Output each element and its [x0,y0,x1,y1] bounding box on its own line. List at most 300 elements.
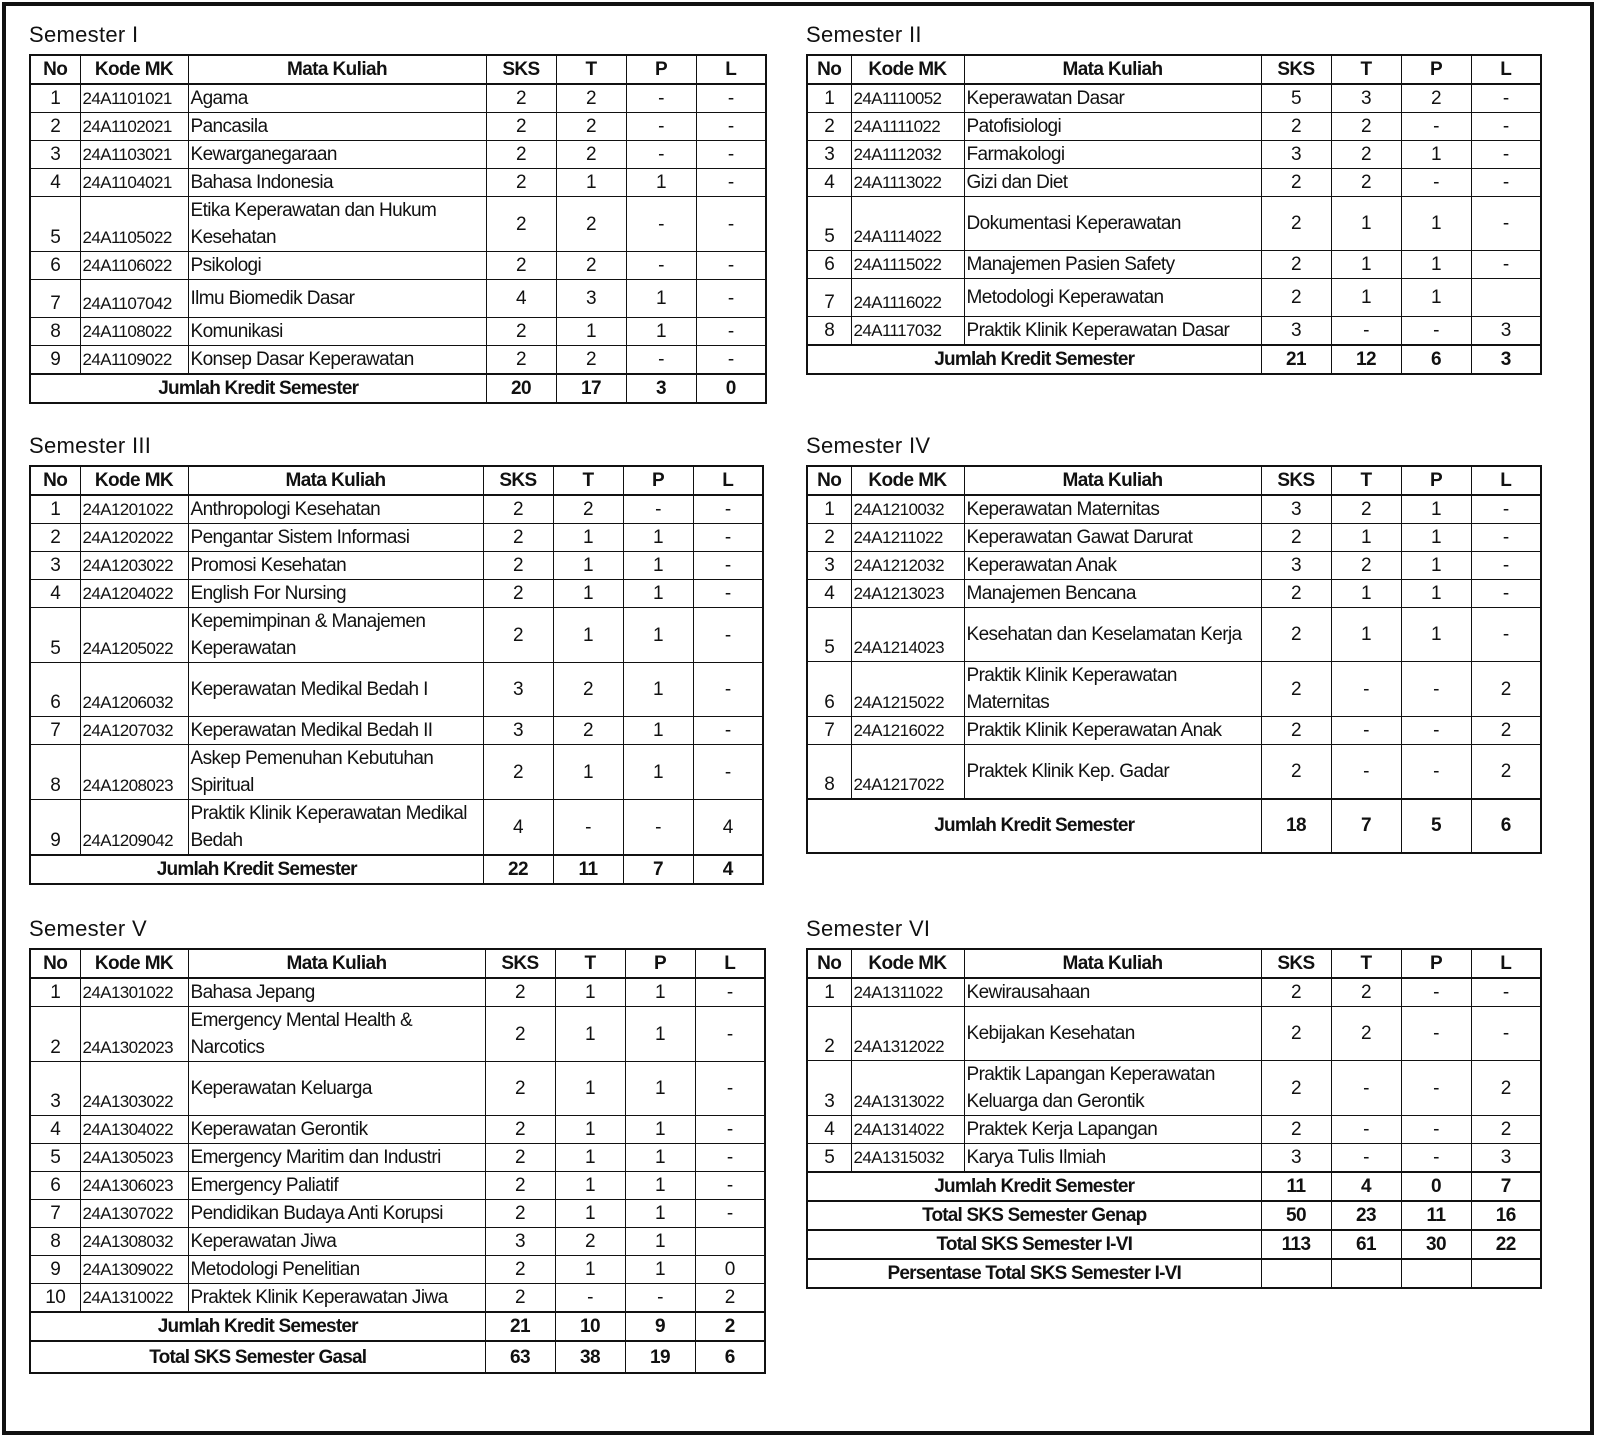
cell-no: 7 [30,280,80,318]
cell-p: 1 [1401,251,1471,279]
semester-title: Semester VI [806,916,931,941]
cell-mata-kuliah: Farmakologi [964,141,1261,169]
cell-sks: 2 [1261,1007,1331,1061]
cell-l: 2 [1471,1116,1541,1144]
cell-t: 2 [556,113,626,141]
table-row [807,552,1541,580]
header-no: No [30,466,80,495]
cell-no: 3 [807,1061,851,1116]
cell-no: 6 [807,251,851,279]
cell-l: - [1471,197,1541,251]
summary-label: Jumlah Kredit Semester [807,1172,1261,1201]
cell-t: 1 [555,1256,625,1284]
cell-mata-kuliah: Manajemen Bencana [964,580,1261,608]
cell-kode-mk: 24A1314022 [851,1116,964,1144]
cell-l [1471,279,1541,317]
header-no: No [30,55,80,84]
cell-mata-kuliah: Agama [188,84,486,113]
cell-kode-mk: 24A1207032 [80,717,188,745]
course-table [806,54,1542,375]
cell-p: - [626,141,696,169]
summary-l: 2 [695,1312,765,1341]
cell-mata-kuliah: Emergency Paliatif [188,1172,485,1200]
cell-mata-kuliah: Keperawatan Keluarga [188,1062,485,1116]
cell-l: - [1471,141,1541,169]
cell-kode-mk: 24A1204022 [80,580,188,608]
cell-p: 1 [623,717,693,745]
cell-l: - [696,169,766,197]
cell-l: - [1471,84,1541,113]
header-mata-kuliah: Mata Kuliah [964,949,1261,978]
cell-no: 3 [30,141,80,169]
cell-no: 3 [30,552,80,580]
cell-sks: 2 [485,1200,555,1228]
cell-t: 2 [1331,169,1401,197]
header-p: P [1401,949,1471,978]
cell-mata-kuliah: Pengantar Sistem Informasi [188,524,483,552]
cell-no: 6 [807,662,851,717]
cell-p: - [623,800,693,856]
cell-sks: 2 [1261,197,1331,251]
cell-p: 1 [1401,524,1471,552]
cell-l: - [696,318,766,346]
header-t: T [553,466,623,495]
cell-no: 8 [30,1228,80,1256]
cell-mata-kuliah: Askep Pemenuhan Kebutuhan Spiritual [188,745,483,800]
cell-t: 1 [553,552,623,580]
cell-sks: 2 [486,113,556,141]
table-row [807,717,1541,745]
header-kode-mk: Kode MK [80,949,188,978]
cell-mata-kuliah: Bahasa Jepang [188,978,485,1007]
cell-t: - [1331,1061,1401,1116]
cell-no: 4 [807,1116,851,1144]
cell-no: 3 [807,552,851,580]
cell-p: 1 [625,1256,695,1284]
cell-l: - [695,1007,765,1062]
cell-sks: 2 [1261,580,1331,608]
header-mata-kuliah: Mata Kuliah [964,55,1261,84]
table-row [807,251,1541,279]
cell-mata-kuliah: Gizi dan Diet [964,169,1261,197]
cell-mata-kuliah: Praktik Klinik Keperawatan Maternitas [964,662,1261,717]
cell-sks: 2 [485,1062,555,1116]
cell-kode-mk: 24A1304022 [80,1116,188,1144]
cell-l: - [1471,169,1541,197]
summary-sks: 63 [485,1341,555,1373]
cell-t: 2 [556,346,626,375]
table-row [30,1062,765,1116]
cell-t: 1 [1331,524,1401,552]
cell-mata-kuliah: Keperawatan Jiwa [188,1228,485,1256]
cell-p: 1 [623,745,693,800]
header-kode-mk: Kode MK [80,466,188,495]
cell-mata-kuliah: Psikologi [188,252,486,280]
summary-t: 17 [556,374,626,403]
cell-t: 2 [556,252,626,280]
header-row [807,949,1541,978]
cell-t: 2 [1331,113,1401,141]
summary-p: 7 [623,855,693,884]
header-p: P [623,466,693,495]
cell-sks: 2 [1261,978,1331,1007]
cell-p: - [1401,1007,1471,1061]
cell-sks: 2 [1261,524,1331,552]
summary-t: 11 [553,855,623,884]
table-row [807,84,1541,113]
course-table [29,465,764,885]
cell-sks: 2 [485,1116,555,1144]
cell-l: - [1471,113,1541,141]
summary-label: Jumlah Kredit Semester [30,855,483,884]
cell-l: - [1471,251,1541,279]
cell-t: 2 [556,197,626,252]
cell-kode-mk: 24A1303022 [80,1062,188,1116]
cell-p: 1 [626,280,696,318]
header-sks: SKS [486,55,556,84]
cell-mata-kuliah: Praktek Klinik Keperawatan Jiwa [188,1284,485,1313]
header-row [807,466,1541,495]
cell-no: 5 [30,1144,80,1172]
header-l: L [695,949,765,978]
cell-kode-mk: 24A1103021 [80,141,188,169]
cell-sks: 3 [1261,317,1331,346]
cell-l: - [1471,978,1541,1007]
cell-sks: 5 [1261,84,1331,113]
table-row [807,662,1541,717]
header-l: L [1471,949,1541,978]
table-row [807,608,1541,662]
cell-l: - [1471,608,1541,662]
table-row [30,280,766,318]
header-row [30,466,763,495]
cell-sks: 2 [483,552,553,580]
semester-3-block [29,433,764,885]
cell-kode-mk: 24A1106022 [80,252,188,280]
summary-row-sum [807,345,1541,374]
cell-t: 1 [555,1007,625,1062]
cell-l: - [693,552,763,580]
cell-l: - [695,1116,765,1144]
cell-sks: 2 [1261,745,1331,799]
semester-2-block [806,22,1541,375]
summary-row-sum [30,374,766,403]
table-row [30,978,765,1007]
table-row [30,113,766,141]
cell-sks: 2 [483,524,553,552]
cell-kode-mk: 24A1315032 [851,1144,964,1173]
cell-l: - [695,1172,765,1200]
cell-mata-kuliah: Keperawatan Dasar [964,84,1261,113]
cell-l: - [696,252,766,280]
summary-sks: 18 [1261,799,1331,853]
semester-4-block [806,433,1541,854]
header-sks: SKS [1261,55,1331,84]
cell-p: 1 [1401,608,1471,662]
table-row [807,317,1541,346]
summary-row-sum [30,855,763,884]
cell-p: 1 [1401,580,1471,608]
header-no: No [30,949,80,978]
cell-kode-mk: 24A1114022 [851,197,964,251]
table-row [30,552,763,580]
table-row [807,745,1541,799]
table-row [30,495,763,524]
summary-p: 30 [1401,1230,1471,1259]
summary-label: Jumlah Kredit Semester [807,345,1261,374]
cell-no: 2 [30,1007,80,1062]
table-row [807,495,1541,524]
cell-kode-mk: 24A1205022 [80,608,188,663]
cell-kode-mk: 24A1101021 [80,84,188,113]
header-p: P [626,55,696,84]
summary-l: 3 [1471,345,1541,374]
cell-p: 1 [623,663,693,717]
summary-label: Total SKS Semester Gasal [30,1341,485,1373]
cell-p: 1 [626,318,696,346]
cell-l: - [693,608,763,663]
cell-no: 8 [807,745,851,799]
cell-sks: 2 [485,1144,555,1172]
cell-kode-mk: 24A1109022 [80,346,188,375]
cell-no: 6 [30,663,80,717]
header-t: T [555,949,625,978]
cell-mata-kuliah: Kesehatan dan Keselamatan Kerja [964,608,1261,662]
header-no: No [807,466,851,495]
cell-kode-mk: 24A1313022 [851,1061,964,1116]
cell-t: 3 [1331,84,1401,113]
summary-t: 61 [1331,1230,1401,1259]
table-row [30,1256,765,1284]
cell-mata-kuliah: Kewirausahaan [964,978,1261,1007]
cell-l: - [695,978,765,1007]
summary-sks: 21 [1261,345,1331,374]
cell-t: 2 [1331,141,1401,169]
cell-mata-kuliah: Keperawatan Anak [964,552,1261,580]
cell-no: 4 [807,580,851,608]
cell-t: 1 [553,580,623,608]
cell-kode-mk: 24A1104021 [80,169,188,197]
table-row [30,1144,765,1172]
cell-sks: 2 [483,495,553,524]
cell-p: - [1401,113,1471,141]
semester-title: Semester I [29,22,139,47]
table-row [30,717,763,745]
cell-p: 1 [1401,552,1471,580]
cell-kode-mk: 24A1203022 [80,552,188,580]
cell-t: 2 [553,663,623,717]
cell-sks: 2 [486,141,556,169]
cell-no: 9 [30,800,80,856]
cell-mata-kuliah: Praktik Klinik Keperawatan Medikal Bedah [188,800,483,856]
table-row [807,169,1541,197]
cell-p: - [1401,745,1471,799]
table-row [807,141,1541,169]
header-p: P [1401,466,1471,495]
header-t: T [1331,466,1401,495]
cell-t: - [1331,745,1401,799]
cell-kode-mk: 24A1206032 [80,663,188,717]
cell-no: 5 [30,197,80,252]
table-row [807,580,1541,608]
cell-no: 4 [30,169,80,197]
cell-kode-mk: 24A1208023 [80,745,188,800]
cell-sks: 3 [1261,141,1331,169]
header-kode-mk: Kode MK [851,466,964,495]
cell-l: 3 [1471,317,1541,346]
cell-l: - [1471,580,1541,608]
cell-sks: 2 [1261,169,1331,197]
cell-p: 1 [625,1228,695,1256]
cell-no: 10 [30,1284,80,1313]
header-mata-kuliah: Mata Kuliah [964,466,1261,495]
cell-kode-mk: 24A1214023 [851,608,964,662]
cell-no: 1 [807,495,851,524]
cell-t: 2 [1331,1007,1401,1061]
summary-row-sum [807,1172,1541,1201]
table-row [30,1116,765,1144]
table-row [30,524,763,552]
cell-p: 1 [625,978,695,1007]
cell-sks: 3 [483,663,553,717]
cell-sks: 2 [1261,662,1331,717]
table-row [807,279,1541,317]
cell-kode-mk: 24A1202022 [80,524,188,552]
cell-no: 1 [807,978,851,1007]
cell-t: 1 [1331,608,1401,662]
summary-t: 4 [1331,1172,1401,1201]
table-row [807,1007,1541,1061]
cell-l: - [1471,495,1541,524]
table-row [30,1228,765,1256]
header-no: No [807,55,851,84]
cell-mata-kuliah: Konsep Dasar Keperawatan [188,346,486,375]
semester-title: Semester IV [806,433,931,458]
cell-mata-kuliah: Keperawatan Medikal Bedah II [188,717,483,745]
cell-p: - [623,495,693,524]
cell-mata-kuliah: Praktek Kerja Lapangan [964,1116,1261,1144]
summary-l: 22 [1471,1230,1541,1259]
course-table [806,465,1542,854]
cell-p: - [1401,317,1471,346]
cell-t: 2 [555,1228,625,1256]
table-row [30,663,763,717]
cell-sks: 2 [485,1284,555,1313]
course-table [806,948,1542,1289]
cell-p: - [1401,978,1471,1007]
cell-l: - [696,141,766,169]
header-t: T [1331,949,1401,978]
semester-title: Semester II [806,22,922,47]
summary-sks: 22 [483,855,553,884]
cell-kode-mk: 24A1309022 [80,1256,188,1284]
cell-no: 3 [30,1062,80,1116]
table-row [30,1172,765,1200]
header-kode-mk: Kode MK [851,55,964,84]
summary-p: 6 [1401,345,1471,374]
cell-sks: 2 [483,608,553,663]
cell-kode-mk: 24A1211022 [851,524,964,552]
table-row [30,745,763,800]
cell-sks: 2 [486,346,556,375]
summary-t: 12 [1331,345,1401,374]
cell-sks: 2 [1261,608,1331,662]
cell-l: - [695,1144,765,1172]
cell-p: 2 [1401,84,1471,113]
course-table [29,54,767,404]
cell-sks: 2 [483,745,553,800]
cell-t: 2 [556,141,626,169]
summary-row-genap [807,1201,1541,1230]
summary-t: 23 [1331,1201,1401,1230]
cell-kode-mk: 24A1301022 [80,978,188,1007]
cell-l: 2 [1471,1061,1541,1116]
cell-no: 2 [807,113,851,141]
summary-l: 16 [1471,1201,1541,1230]
summary-l: 6 [1471,799,1541,853]
table-row [30,197,766,252]
summary-sks: 11 [1261,1172,1331,1201]
cell-l: - [696,280,766,318]
cell-mata-kuliah: Pancasila [188,113,486,141]
cell-t: 1 [556,169,626,197]
cell-no: 5 [807,1144,851,1173]
cell-p: 1 [625,1116,695,1144]
cell-sks: 3 [1261,552,1331,580]
cell-mata-kuliah: Kepemimpinan & Manajemen Keperawatan [188,608,483,663]
table-row [30,346,766,375]
cell-mata-kuliah: Metodologi Keperawatan [964,279,1261,317]
summary-label: Jumlah Kredit Semester [807,799,1261,853]
cell-no: 2 [807,524,851,552]
table-row [30,1284,765,1313]
cell-sks: 2 [483,580,553,608]
cell-sks: 3 [1261,495,1331,524]
cell-sks: 2 [1261,251,1331,279]
table-row [30,608,763,663]
cell-mata-kuliah: Praktik Klinik Keperawatan Dasar [964,317,1261,346]
summary-row-sum [807,799,1541,853]
cell-p: 1 [625,1172,695,1200]
cell-mata-kuliah: Kebijakan Kesehatan [964,1007,1261,1061]
cell-sks: 2 [486,84,556,113]
cell-no: 8 [30,745,80,800]
summary-row-gasal [30,1341,765,1373]
summary-l: 7 [1471,1172,1541,1201]
cell-t: - [555,1284,625,1313]
cell-t: 1 [1331,580,1401,608]
cell-mata-kuliah: Keperawatan Gawat Darurat [964,524,1261,552]
semester-title: Semester V [29,916,147,941]
cell-p: - [1401,169,1471,197]
cell-mata-kuliah: Kewarganegaraan [188,141,486,169]
cell-kode-mk: 24A1213023 [851,580,964,608]
table-row [807,113,1541,141]
cell-t: - [1331,317,1401,346]
cell-t: 1 [555,1116,625,1144]
header-kode-mk: Kode MK [851,949,964,978]
cell-sks: 2 [1261,1116,1331,1144]
cell-t: 1 [555,1062,625,1116]
cell-kode-mk: 24A1102021 [80,113,188,141]
cell-kode-mk: 24A1306023 [80,1172,188,1200]
cell-p: 1 [623,608,693,663]
summary-sks: 21 [485,1312,555,1341]
summary-p: 9 [625,1312,695,1341]
cell-l: - [693,495,763,524]
summary-sks: 50 [1261,1201,1331,1230]
cell-sks: 2 [486,169,556,197]
